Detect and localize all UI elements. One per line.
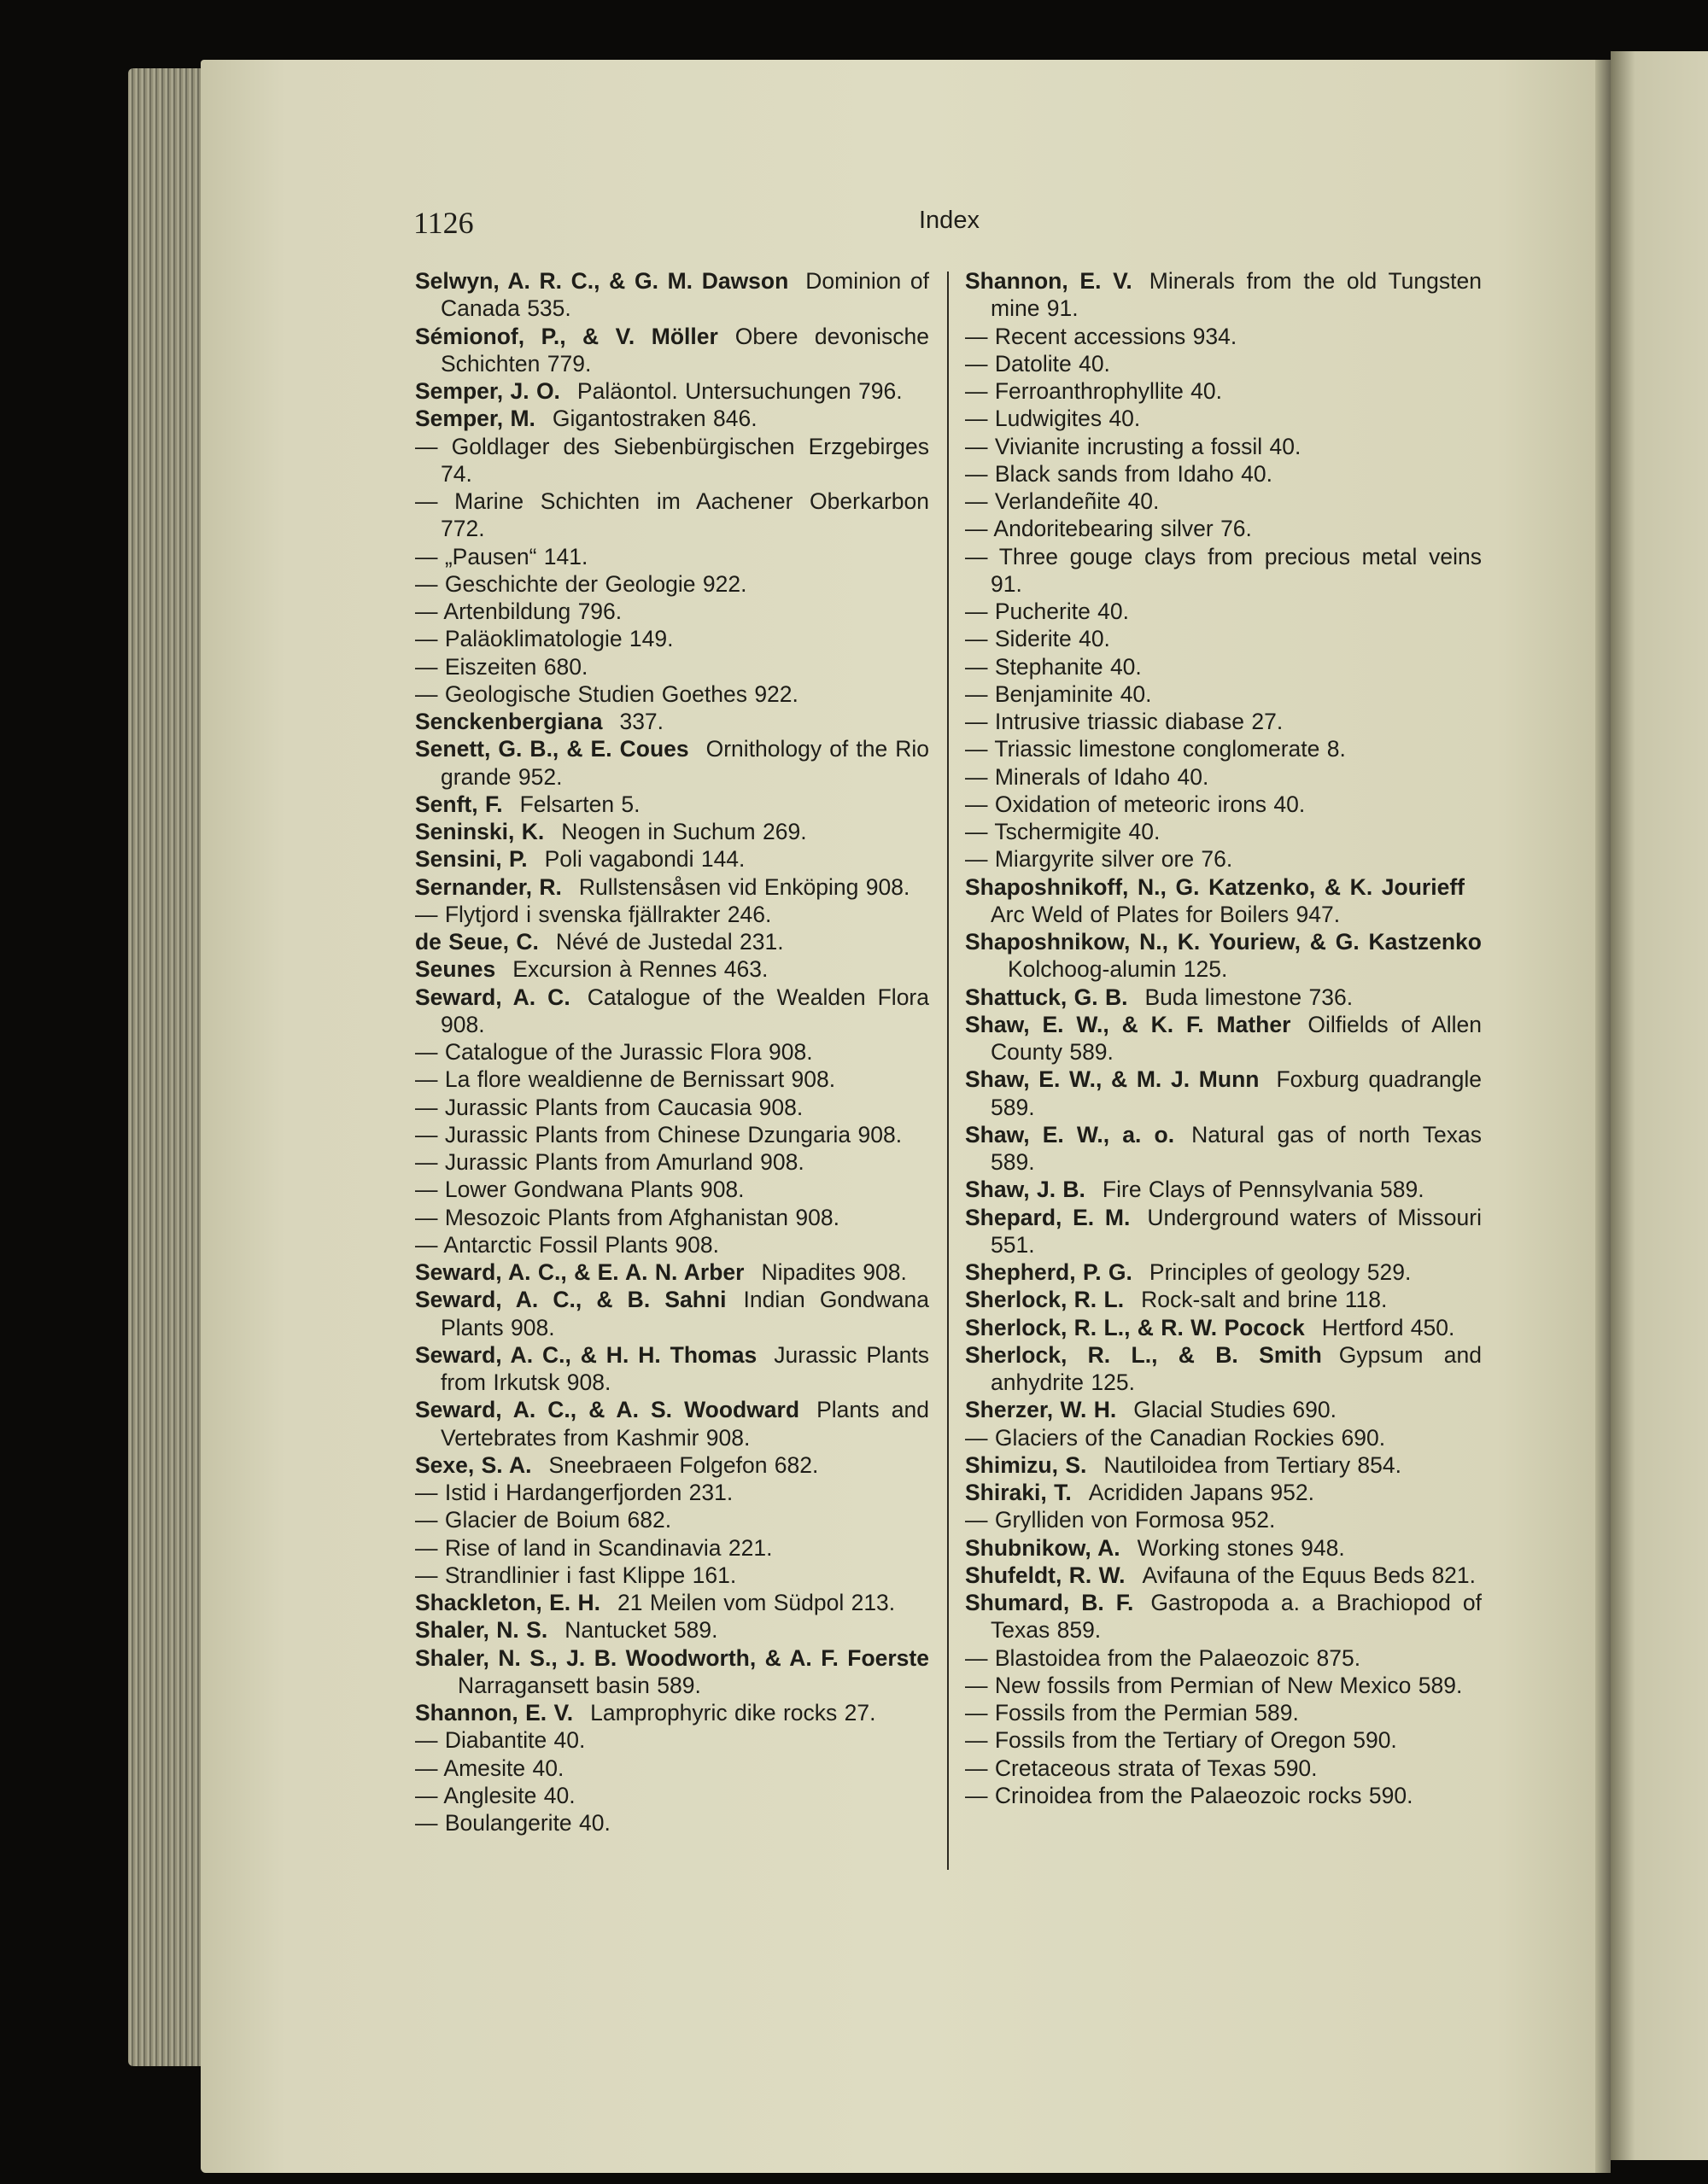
index-entry xyxy=(965,1699,1482,1726)
index-entry-title: — Intrusive triassic diabase 27. xyxy=(965,709,1284,734)
index-entry-author: Semper, J. O. xyxy=(415,378,560,404)
index-entry-title: — „Pausen“ 141. xyxy=(415,543,588,569)
index-entry xyxy=(965,680,1482,708)
index-entry-title: 21 Meilen vom Südpol 213. xyxy=(617,1590,896,1615)
index-entry-title: — Istid i Hardangerfjorden 231. xyxy=(415,1480,734,1505)
index-entry xyxy=(415,405,929,432)
index-entry-author: Senft, F. xyxy=(415,791,503,817)
index-entry-title: — Oxidation of meteoric irons 40. xyxy=(965,791,1306,817)
index-entry xyxy=(415,791,929,818)
index-entry xyxy=(965,1755,1482,1782)
index-entry xyxy=(415,1038,929,1066)
index-entry xyxy=(415,1755,929,1782)
book-gutter xyxy=(1595,60,1611,2173)
index-entry-title: — Jurassic Plants from Caucasia 908. xyxy=(415,1094,804,1120)
index-entry xyxy=(415,1534,929,1562)
index-entry-title: — Tschermigite 40. xyxy=(965,819,1161,844)
index-entry-author: Shannon, E. V. xyxy=(965,268,1132,294)
index-entry-title: — Catalogue of the Jurassic Flora 908. xyxy=(415,1039,813,1065)
index-entry xyxy=(415,708,929,735)
index-entry xyxy=(965,543,1482,599)
index-entry xyxy=(965,1121,1482,1177)
index-entry-title: — Grylliden von Formosa 952. xyxy=(965,1507,1276,1533)
index-entry xyxy=(965,460,1482,488)
index-entry xyxy=(965,1066,1482,1121)
index-entry xyxy=(415,1562,929,1589)
index-entry xyxy=(965,1479,1482,1506)
index-entry xyxy=(415,1644,929,1700)
index-entry-title: — Verlandeñite 40. xyxy=(965,488,1160,514)
index-entry xyxy=(415,955,929,983)
index-entry-title: — Miargyrite silver ore 76. xyxy=(965,846,1233,873)
index-entry-author: Shumard, B. F. xyxy=(965,1590,1134,1615)
index-entry-title: — Cretaceous strata of Texas 590. xyxy=(965,1755,1318,1781)
index-entry-title: — Fossils from the Tertiary of Oregon 590. xyxy=(965,1727,1397,1754)
index-entry xyxy=(415,1204,929,1231)
index-entry-title: — Ferroanthrophyllite 40. xyxy=(965,378,1223,404)
index-entry-title: Nautiloidea from Tertiary 854. xyxy=(1103,1451,1402,1478)
index-entry xyxy=(965,1534,1482,1562)
index-entry xyxy=(415,680,929,708)
index-entry xyxy=(415,1094,929,1121)
index-entry-title: — Rise of land in Scandinavia 221. xyxy=(415,1534,773,1561)
index-entry-title: Rock-salt and brine 118. xyxy=(1141,1287,1388,1313)
index-entry xyxy=(965,708,1482,735)
index-entry xyxy=(965,1011,1482,1066)
index-entry-title: — Siderite 40. xyxy=(965,626,1110,652)
index-entry-title: — Flytjord i svenska fjällrakter 246. xyxy=(415,901,772,927)
index-entry xyxy=(965,1204,1482,1259)
index-entry-title: Poli vagabondi 144. xyxy=(544,846,746,873)
index-entry-author: Seward, A. C. xyxy=(415,984,570,1010)
index-entry-title: — Crinoidea from the Palaeozoic rocks 590. xyxy=(965,1782,1413,1808)
index-entry-title: Sneebraeen Folgefon 682. xyxy=(548,1451,819,1478)
index-entry xyxy=(965,873,1482,929)
index-entry-title: Underground waters of Missouri 551. xyxy=(991,1204,1482,1258)
index-entry-author: Sémionof, P., & V. Möller xyxy=(415,323,718,349)
index-entry xyxy=(965,1506,1482,1533)
index-entry xyxy=(415,1231,929,1258)
index-entry-title: Hertford 450. xyxy=(1321,1314,1455,1340)
index-entry xyxy=(415,598,929,625)
index-entry xyxy=(415,1341,929,1397)
index-entry xyxy=(965,377,1482,405)
index-entry xyxy=(965,1644,1482,1672)
index-entry xyxy=(415,433,929,488)
index-entry xyxy=(965,1258,1482,1286)
index-entry-author: Seward, A. C., & E. A. N. Arber xyxy=(415,1259,745,1285)
index-entry xyxy=(415,323,929,378)
index-entry xyxy=(415,488,929,543)
index-entry-title: — Ludwigites 40. xyxy=(965,406,1141,432)
index-entry-author: Shepard, E. M. xyxy=(965,1204,1131,1230)
index-entry-author: Shaposhnikow, N., K. Youriew, & G. Kastzenko xyxy=(965,929,1482,955)
index-entry-title: — Benjaminite 40. xyxy=(965,680,1152,707)
index-entry-title: Gypsum and anhydrite 125. xyxy=(991,1341,1483,1395)
index-entry-title: — Datolite 40. xyxy=(965,350,1110,377)
index-entry-title: — Blastoidea from the Palaeozoic 875. xyxy=(965,1644,1361,1671)
index-entry-title: Indian Gondwana Plants 908. xyxy=(441,1287,930,1340)
index-entry xyxy=(965,1341,1482,1397)
index-entry-author: Selwyn, A. R. C., & G. M. Dawson xyxy=(415,268,789,294)
index-entry-title: Natural gas of north Texas 589. xyxy=(991,1121,1482,1175)
index-entry-title: — Glaciers of the Canadian Rockies 690. xyxy=(965,1424,1386,1451)
index-entry xyxy=(415,377,929,405)
index-entry-title: Jurassic Plants from Irkutsk 908. xyxy=(441,1341,930,1395)
index-entry-title: — Triassic limestone conglomerate 8. xyxy=(965,736,1346,762)
column-divider xyxy=(947,272,949,1870)
index-entry-title: — Vivianite incrusting a fossil 40. xyxy=(965,433,1301,459)
index-entry xyxy=(415,928,929,955)
index-entry xyxy=(415,1121,929,1148)
index-entry xyxy=(965,1726,1482,1754)
index-entry xyxy=(415,1589,929,1616)
index-entry xyxy=(415,1148,929,1176)
index-entry xyxy=(965,1672,1482,1699)
index-entry xyxy=(965,488,1482,515)
index-entry-title: Dominion of Canada 535. xyxy=(441,268,929,322)
index-entry xyxy=(415,543,929,570)
index-entry xyxy=(415,625,929,652)
index-column-left xyxy=(415,267,929,1837)
index-entry-title: Paläontol. Untersuchungen 796. xyxy=(576,378,903,404)
index-entry-title: Glacial Studies 690. xyxy=(1133,1397,1337,1423)
index-entry-title: — Artenbildung 796. xyxy=(415,599,623,624)
index-entry xyxy=(965,1562,1482,1589)
index-entry-author: Seward, A. C., & B. Sahni xyxy=(415,1287,727,1313)
index-entry-author: Shubnikow, A. xyxy=(965,1534,1120,1561)
index-entry-title: Felsarten 5. xyxy=(519,791,640,817)
index-entry xyxy=(415,1451,929,1479)
index-entry-title: — New fossils from Permian of New Mexico 589. xyxy=(965,1672,1463,1698)
index-entry-title: — Pucherite 40. xyxy=(965,599,1130,624)
index-entry-author: de Seue, C. xyxy=(415,929,539,955)
index-entry-title: Buda limestone 736. xyxy=(1144,984,1354,1010)
index-entry-title: Excursion à Rennes 463. xyxy=(512,956,769,983)
index-entry xyxy=(965,267,1482,323)
index-entry xyxy=(965,1396,1482,1423)
index-entry-title: Rullstensåsen vid Enköping 908. xyxy=(578,873,910,900)
index-entry-title: — Jurassic Plants from Amurland 908. xyxy=(415,1149,804,1175)
index-entry-author: Sherlock, R. L. xyxy=(965,1287,1125,1313)
index-entry xyxy=(965,1589,1482,1644)
index-entry xyxy=(965,515,1482,542)
index-entry-title: Lamprophyric dike rocks 27. xyxy=(590,1700,876,1726)
index-entry-title: — Fossils from the Permian 589. xyxy=(965,1700,1299,1726)
index-entry xyxy=(965,818,1482,845)
index-entry xyxy=(965,791,1482,818)
index-entry xyxy=(965,1176,1482,1203)
index-entry xyxy=(415,901,929,928)
index-entry-author: Senett, G. B., & E. Coues xyxy=(415,736,689,762)
index-entry xyxy=(965,1451,1482,1479)
index-entry-title: — Lower Gondwana Plants 908. xyxy=(415,1177,745,1203)
index-entry-title: — Mesozoic Plants from Afghanistan 908. xyxy=(415,1204,839,1230)
index-entry-author: Shaw, E. W., a. o. xyxy=(965,1121,1175,1147)
index-entry-author: Semper, M. xyxy=(415,406,535,432)
index-entry-title: — Geologische Studien Goethes 922. xyxy=(415,680,798,707)
index-entry-title: — Strandlinier i fast Klippe 161. xyxy=(415,1562,737,1588)
index-entry-author: Sexe, S. A. xyxy=(415,1451,532,1478)
index-entry-title: Plants and Vertebrates from Kashmir 908. xyxy=(441,1397,929,1451)
index-entry xyxy=(415,570,929,598)
index-entry-title: — Antarctic Fossil Plants 908. xyxy=(415,1231,720,1258)
index-entry-author: Shaler, N. S. xyxy=(415,1617,548,1644)
index-entry-title: Nantucket 589. xyxy=(564,1617,718,1644)
index-entry-title: — Paläoklimatologie 149. xyxy=(415,626,674,652)
index-entry xyxy=(965,1424,1482,1451)
index-entry xyxy=(965,1782,1482,1809)
index-entry-title: — La flore wealdienne de Bernissart 908. xyxy=(415,1066,836,1093)
index-entry xyxy=(965,1314,1482,1341)
index-entry-title: Working stones 948. xyxy=(1137,1534,1345,1561)
index-entry xyxy=(415,873,929,901)
index-entry-author: Seward, A. C., & H. H. Thomas xyxy=(415,1341,757,1368)
index-entry-title: — Anglesite 40. xyxy=(415,1782,576,1808)
index-entry-title: — Marine Schichten im Aachener Oberkarbon 772. xyxy=(415,488,929,542)
index-entry-title: Gigantostraken 846. xyxy=(552,406,757,432)
index-entry-title: — Andoritebearing silver 76. xyxy=(965,516,1252,542)
index-column-right xyxy=(965,267,1482,1809)
index-entry-title: Principles of geology 529. xyxy=(1149,1259,1412,1285)
index-entry-author: Shepherd, P. G. xyxy=(965,1259,1132,1285)
index-entry xyxy=(415,1809,929,1837)
index-entry-author: Shaw, E. W., & M. J. Munn xyxy=(965,1066,1260,1093)
index-entry-title: Avifauna of the Equus Beds 821. xyxy=(1142,1562,1477,1588)
index-entry xyxy=(415,1286,929,1341)
index-entry-title: — Jurassic Plants from Chinese Dzungaria 908. xyxy=(415,1121,903,1147)
index-entry-title: — Stephanite 40. xyxy=(965,653,1142,680)
index-entry-author: Shaler, N. S., J. B. Woodworth, & A. F. Foerste xyxy=(415,1644,929,1671)
index-entry xyxy=(965,653,1482,680)
index-entry-title: Fire Clays of Pennsylvania 589. xyxy=(1102,1177,1424,1203)
index-entry-title: Oilfields of Allen County 589. xyxy=(991,1011,1482,1065)
index-entry-title: 337. xyxy=(619,709,664,734)
index-entry-author: Shannon, E. V. xyxy=(415,1700,574,1726)
index-entry xyxy=(415,1396,929,1451)
index-entry-author: Shiraki, T. xyxy=(965,1480,1072,1505)
index-entry-title: — Minerals of Idaho 40. xyxy=(965,763,1209,790)
index-entry xyxy=(415,984,929,1039)
index-entry-author: Senckenbergiana xyxy=(415,709,603,734)
index-entry-title: — Amesite 40. xyxy=(415,1755,564,1781)
index-entry xyxy=(965,405,1482,432)
index-entry-title: Kolchoog-alumin 125. xyxy=(1008,956,1228,983)
index-entry-title: Neogen in Suchum 269. xyxy=(561,819,807,844)
index-entry-author: Shaw, J. B. xyxy=(965,1177,1085,1203)
index-entry-author: Seward, A. C., & A. S. Woodward xyxy=(415,1397,800,1423)
index-entry xyxy=(415,818,929,845)
index-entry-title: — Goldlager des Siebenbürgischen Erzgebirges 74. xyxy=(415,433,929,487)
index-entry xyxy=(415,653,929,680)
index-entry-author: Sernander, R. xyxy=(415,873,562,900)
index-entry-title: Minerals from the old Tungsten mine 91. xyxy=(991,268,1482,322)
index-entry xyxy=(965,735,1482,762)
index-entry-title: — Three gouge clays from precious metal veins 91. xyxy=(965,543,1482,597)
index-entry-title: — Glacier de Boium 682. xyxy=(415,1507,672,1533)
index-entry xyxy=(415,1479,929,1506)
index-entry xyxy=(415,1258,929,1286)
index-entry xyxy=(415,845,929,873)
index-entry xyxy=(415,1506,929,1533)
index-entry-author: Sherlock, R. L., & B. Smith xyxy=(965,1341,1322,1368)
index-entry xyxy=(965,625,1482,652)
page-number: 1126 xyxy=(413,206,474,240)
index-entry-title: Gastropoda a. a Brachiopod of Texas 859. xyxy=(991,1590,1482,1644)
facing-page-edge xyxy=(1611,51,1708,2160)
index-entry-author: Shimizu, S. xyxy=(965,1451,1087,1478)
index-entry-title: Foxburg quadrangle 589. xyxy=(991,1066,1482,1120)
index-entry-author: Sherzer, W. H. xyxy=(965,1397,1117,1423)
index-entry xyxy=(965,1286,1482,1313)
index-entry-title: — Eiszeiten 680. xyxy=(415,653,588,680)
index-entry-author: Shufeldt, R. W. xyxy=(965,1562,1126,1588)
index-entry-author: Seninski, K. xyxy=(415,819,545,844)
index-entry-title: — Recent accessions 934. xyxy=(965,323,1237,349)
index-entry xyxy=(965,763,1482,791)
index-entry-author: Shackleton, E. H. xyxy=(415,1590,601,1615)
index-entry xyxy=(415,1782,929,1809)
index-entry-title: — Geschichte der Geologie 922. xyxy=(415,570,747,597)
index-entry xyxy=(965,323,1482,350)
index-entry xyxy=(415,735,929,791)
index-entry-author: Sensini, P. xyxy=(415,846,528,873)
index-entry-title: Narragansett basin 589. xyxy=(458,1672,701,1698)
index-entry-title: Obere devonische Schichten 779. xyxy=(441,323,929,377)
index-entry-author: Sherlock, R. L., & R. W. Pocock xyxy=(965,1314,1305,1340)
index-entry xyxy=(965,433,1482,460)
index-entry-title: — Diabantite 40. xyxy=(415,1727,586,1754)
index-entry xyxy=(415,267,929,323)
index-entry xyxy=(965,984,1482,1011)
index-entry-author: Seunes xyxy=(415,956,496,983)
index-entry xyxy=(415,1699,929,1726)
index-entry-title: Arc Weld of Plates for Boilers 947. xyxy=(991,901,1341,927)
index-entry-title: Nipadites 908. xyxy=(761,1259,907,1285)
index-entry xyxy=(965,598,1482,625)
index-entry xyxy=(965,845,1482,873)
index-entry xyxy=(415,1616,929,1644)
index-entry-author: Shaposhnikoff, N., G. Katzenko, & K. Jourieff xyxy=(965,873,1465,900)
running-head: Index xyxy=(919,207,980,234)
index-entry-title: Acrididen Japans 952. xyxy=(1088,1480,1314,1505)
index-entry xyxy=(965,350,1482,377)
index-entry xyxy=(415,1726,929,1754)
index-entry xyxy=(415,1176,929,1203)
index-entry-title: Névé de Justedal 231. xyxy=(555,929,784,955)
index-entry-author: Shattuck, G. B. xyxy=(965,984,1128,1010)
index-entry xyxy=(415,1066,929,1093)
index-entry-author: Shaw, E. W., & K. F. Mather xyxy=(965,1011,1291,1037)
index-entry-title: — Boulangerite 40. xyxy=(415,1810,611,1836)
index-entry-title: Catalogue of the Wealden Flora 908. xyxy=(441,984,929,1037)
index-entry xyxy=(965,928,1482,984)
index-entry-title: — Black sands from Idaho 40. xyxy=(965,460,1272,487)
index-entry-title: Ornithology of the Rio grande 952. xyxy=(441,736,929,790)
